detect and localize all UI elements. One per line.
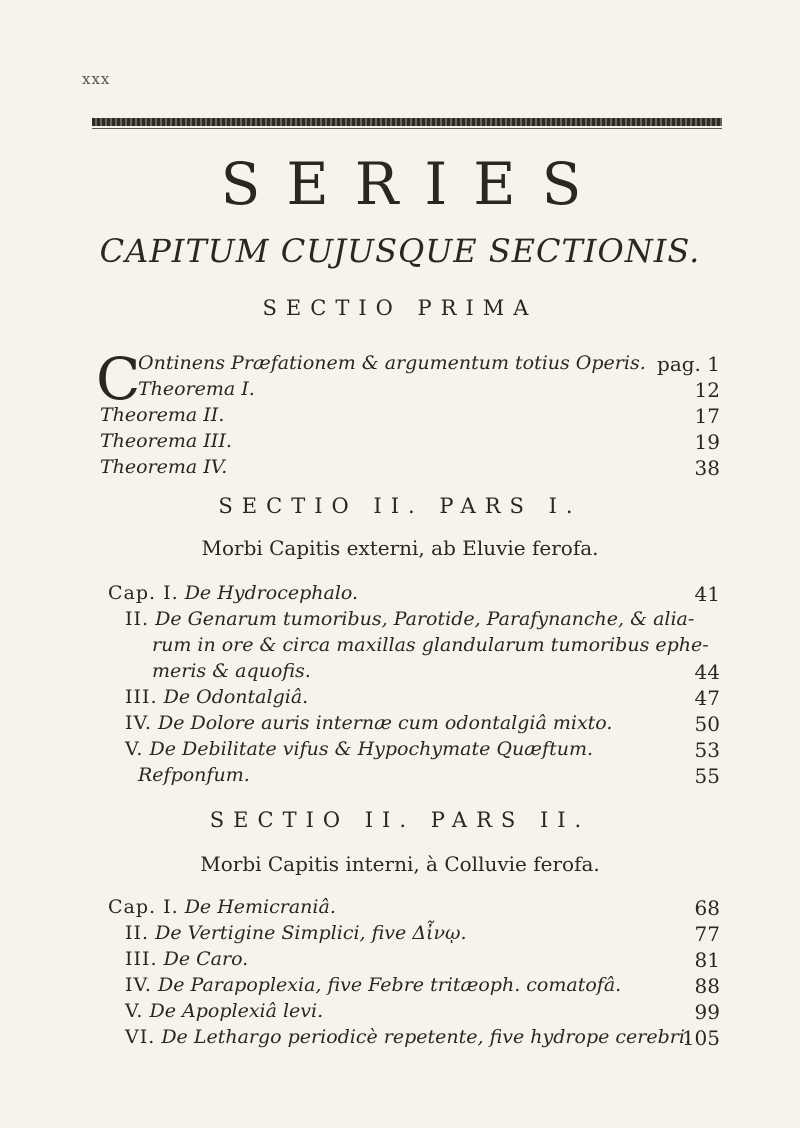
toc-entry-title: De Genarum tumoribus, Parotide, Parafynanche, & alia- (155, 608, 695, 630)
toc-entry-page: 55 (694, 764, 720, 788)
toc-entry-page: 17 (694, 404, 720, 428)
toc-entry-title: De Vertigine Simplici, five Δἶνῳ. (155, 922, 467, 944)
toc-entry-page: 77 (694, 922, 720, 946)
toc-entry-page: 50 (694, 712, 720, 736)
toc-entry-page: 19 (694, 430, 720, 454)
toc-entry (125, 712, 720, 740)
toc-entry-page: 68 (694, 896, 720, 920)
toc-entry (125, 608, 720, 636)
chapter-number: VI. (125, 1026, 156, 1048)
toc-entry-page: 44 (694, 660, 720, 684)
toc-entry (125, 1000, 720, 1028)
ornamental-rule (92, 118, 722, 126)
toc-entry-page: 41 (694, 582, 720, 606)
chapter-number: III. (125, 948, 158, 970)
chapter-number: Cap. I. (108, 896, 179, 918)
chapter-number: V. (125, 1000, 144, 1022)
section-heading-prima: SECTIO PRIMA (262, 296, 538, 320)
toc-entry-title: De Dolore auris internæ cum odontalgiâ mixto. (158, 712, 613, 734)
toc-entry (138, 352, 720, 380)
toc-entry (125, 948, 720, 976)
toc-entry (125, 974, 720, 1002)
folio-number: xxx (82, 70, 111, 88)
section-subheading-ii-ii: Morbi Capitis interni, à Colluvie ferofa. (200, 852, 600, 876)
toc-entry-page-group (657, 352, 720, 376)
toc-entry-title: Theorema IV. (100, 456, 228, 478)
rule-line (92, 128, 722, 129)
toc-entry-title: Ontinens Præfationem & argumentum totius Operis. (138, 352, 646, 374)
toc-entry-page: 12 (694, 378, 720, 402)
toc-entry (100, 430, 720, 458)
toc-entry (125, 1026, 720, 1054)
toc-entry-title: De Debilitate vifus & Hypochymate Quæftum. (149, 738, 594, 760)
toc-entry-page: 99 (694, 1000, 720, 1024)
toc-entry-title: De Lethargo periodicè repetente, five hydrope cerebri. (161, 1026, 691, 1048)
page-label: pag. (657, 352, 701, 376)
toc-entry-title: Theorema I. (138, 378, 255, 400)
toc-entry-title: De Hemicraniâ. (184, 896, 336, 918)
toc-entry-title: De Apoplexiâ levi. (149, 1000, 324, 1022)
toc-entry-title: Refponfum. (138, 764, 250, 786)
toc-entry-title: De Parapoplexia, five Febre tritæoph. comatofâ. (158, 974, 622, 996)
chapter-number: II. (125, 922, 150, 944)
chapter-number: V. (125, 738, 144, 760)
toc-entry (100, 456, 720, 484)
toc-entry-continuation (152, 660, 720, 688)
toc-entry-page: 105 (681, 1026, 720, 1050)
chapter-number: III. (125, 686, 158, 708)
section-heading-ii-i: SECTIO II. PARS I. (218, 494, 582, 518)
toc-entry-page: 1 (707, 352, 720, 376)
toc-entry-page: 81 (694, 948, 720, 972)
toc-entry-title: Theorema II. (100, 404, 225, 426)
toc-entry-page: 53 (694, 738, 720, 762)
toc-entry-title: Theorema III. (100, 430, 232, 452)
section-heading-ii-ii: SECTIO II. PARS II. (209, 808, 591, 832)
toc-entry-title: meris & aquofis. (152, 660, 311, 682)
toc-entry (125, 738, 720, 766)
toc-entry-title: De Odontalgiâ. (163, 686, 309, 708)
toc-entry-title: De Caro. (163, 948, 249, 970)
toc-entry (108, 896, 720, 924)
toc-entry-title: De Hydrocephalo. (184, 582, 359, 604)
toc-entry-continuation: rum in ore & circa maxillas glandularum tumoribus ephe- (152, 634, 709, 656)
toc-entry-continuation (138, 764, 720, 792)
toc-entry (138, 378, 720, 406)
drop-capital: C (96, 345, 141, 413)
toc-entry (108, 582, 720, 610)
chapter-number: IV. (125, 974, 152, 996)
toc-entry (100, 404, 720, 432)
toc-entry-page: 88 (694, 974, 720, 998)
page-subtitle: CAPITUM CUJUSQUE SECTIONIS. (99, 232, 701, 270)
toc-entry (125, 922, 720, 950)
chapter-number: Cap. I. (108, 582, 179, 604)
chapter-number: II. (125, 608, 150, 630)
toc-entry-page: 38 (694, 456, 720, 480)
page-title: SERIES (220, 150, 608, 218)
toc-entry (125, 686, 720, 714)
toc-entry-page: 47 (694, 686, 720, 710)
section-subheading-ii-i: Morbi Capitis externi, ab Eluvie ferofa. (201, 536, 599, 560)
chapter-number: IV. (125, 712, 152, 734)
